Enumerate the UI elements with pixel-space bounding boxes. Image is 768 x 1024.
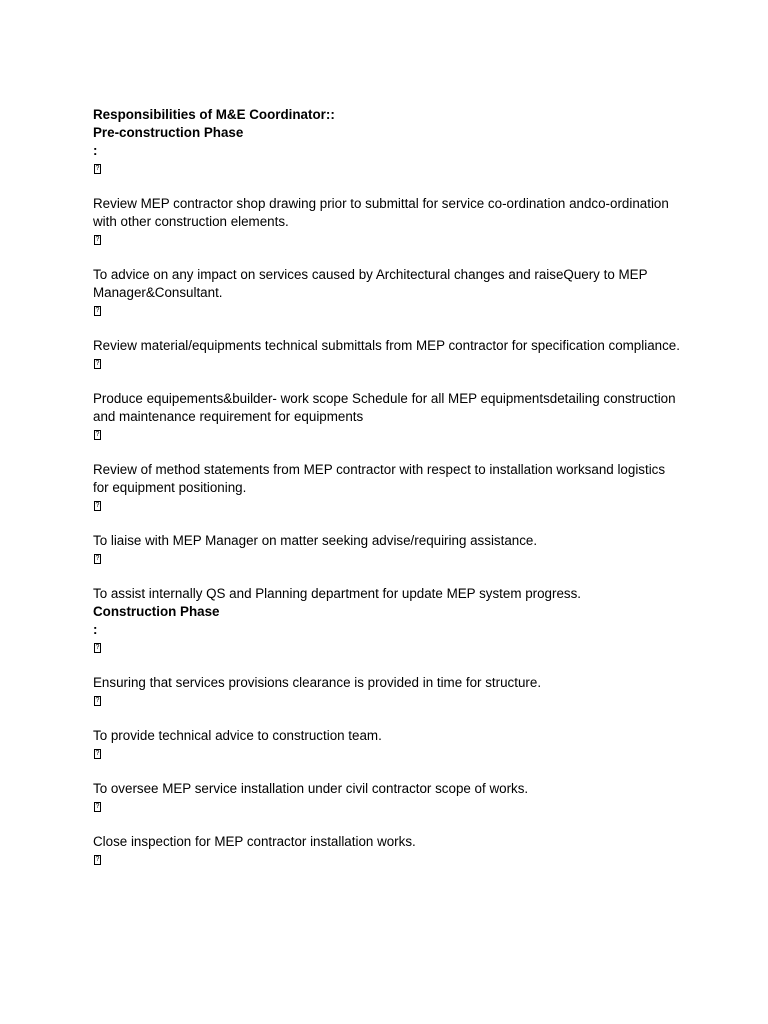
section-colon: :	[93, 143, 98, 158]
missing-glyph-bullet-icon	[94, 164, 101, 174]
list-item: Review of method statements from MEP contractor with respect to installation worksand logistics for equipment positioning.	[93, 462, 666, 495]
missing-glyph-bullet-icon	[94, 554, 101, 564]
list-item: To provide technical advice to construction team.	[93, 728, 382, 743]
section-colon: :	[93, 622, 98, 637]
list-item: Review MEP contractor shop drawing prior to submittal for service co-ordination andco-ordination with other construction elements.	[93, 196, 669, 229]
missing-glyph-bullet-icon	[94, 643, 101, 653]
missing-glyph-bullet-icon	[94, 430, 101, 440]
section-heading-construction: Construction Phase	[93, 604, 220, 619]
missing-glyph-bullet-icon	[94, 802, 101, 812]
missing-glyph-bullet-icon	[94, 855, 101, 865]
list-item: Review material/equipments technical submittals from MEP contractor for specification compliance.	[93, 338, 680, 353]
list-item: Close inspection for MEP contractor installation works.	[93, 834, 416, 849]
list-item: Produce equipements&builder- work scope Schedule for all MEP equipmentsdetailing construction and maintenance requirement for equipments	[93, 391, 676, 424]
document-title: Responsibilities of M&E Coordinator::	[93, 107, 335, 122]
section-heading-pre-construction: Pre-construction Phase	[93, 125, 244, 140]
list-item: To assist internally QS and Planning department for update MEP system progress.	[93, 586, 582, 601]
list-item: To advice on any impact on services caused by Architectural changes and raiseQuery to MEP Manager&Consultant.	[93, 267, 648, 300]
list-item: To oversee MEP service installation under civil contractor scope of works.	[93, 781, 529, 796]
missing-glyph-bullet-icon	[94, 749, 101, 759]
missing-glyph-bullet-icon	[94, 235, 101, 245]
document-body	[93, 106, 683, 869]
missing-glyph-bullet-icon	[94, 306, 101, 316]
missing-glyph-bullet-icon	[94, 696, 101, 706]
missing-glyph-bullet-icon	[94, 359, 101, 369]
list-item: Ensuring that services provisions clearance is provided in time for structure.	[93, 675, 542, 690]
list-item: To liaise with MEP Manager on matter seeking advise/requiring assistance.	[93, 533, 538, 548]
missing-glyph-bullet-icon	[94, 501, 101, 511]
